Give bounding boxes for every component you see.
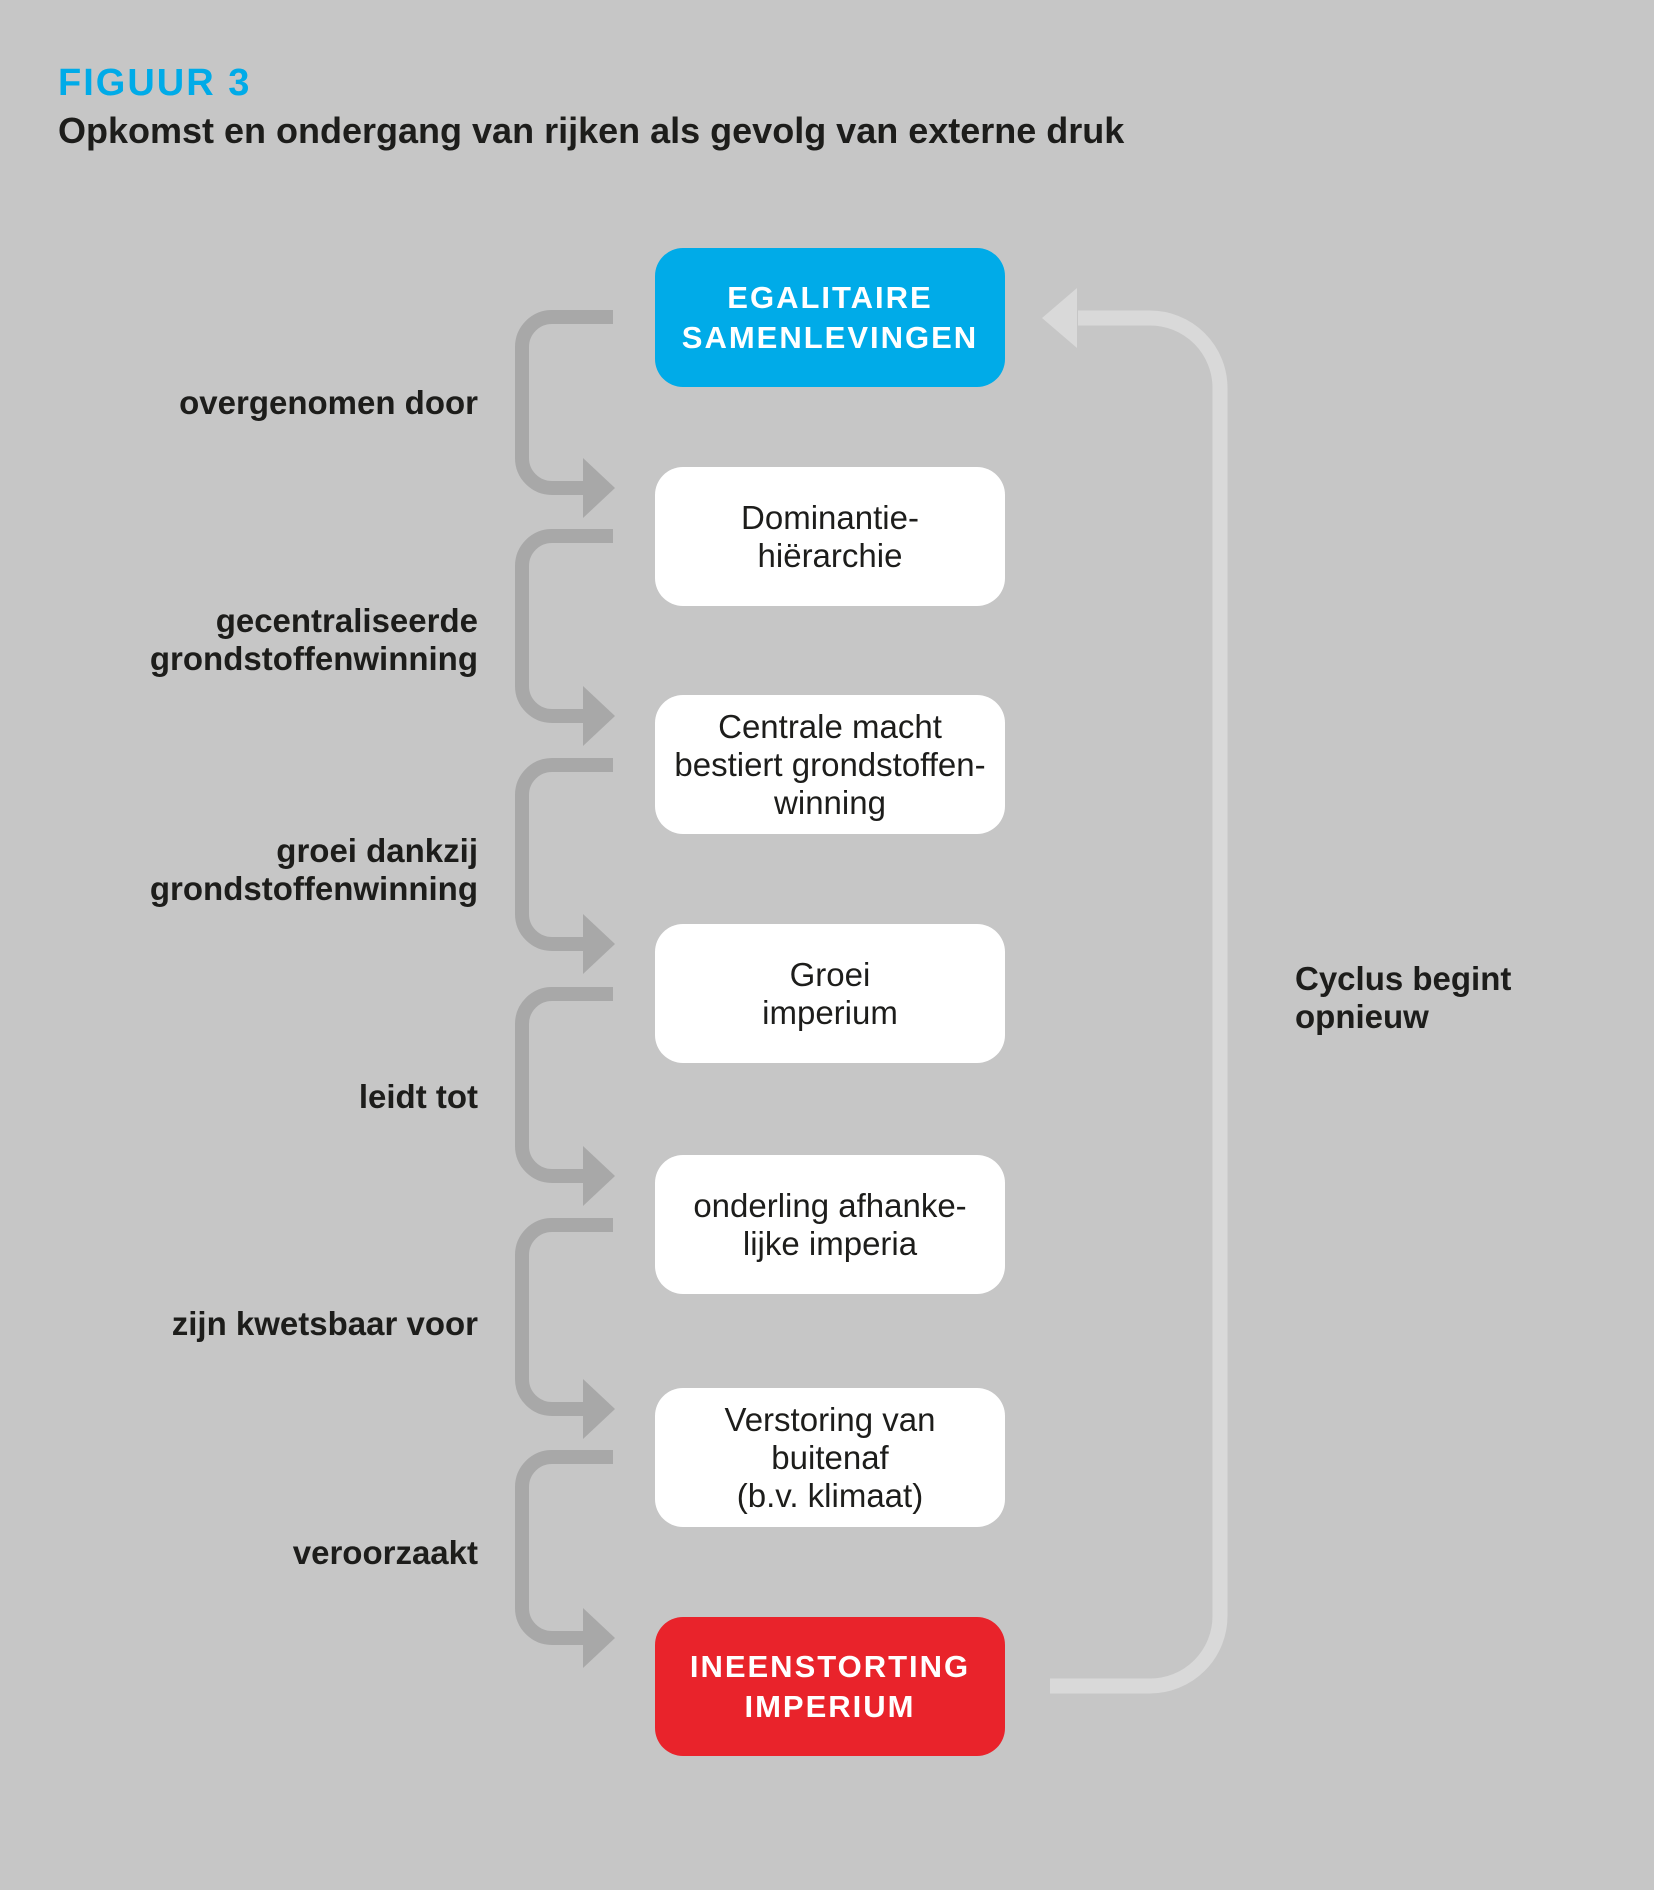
flow-arrow-groei-dankzij xyxy=(522,765,615,974)
arrowhead-icon xyxy=(583,914,615,974)
node-onderling-afhankelijke-imperia xyxy=(655,1155,1005,1294)
arrowhead-icon xyxy=(1042,288,1077,348)
flow-arrow-zijn-kwetsbaar xyxy=(522,1225,615,1439)
node-text-line: buitenaf xyxy=(771,1438,889,1476)
edge-label-line: leidt tot xyxy=(358,1078,478,1115)
node-text-line: Dominantie- xyxy=(741,498,919,536)
flow-arrow-gecentraliseerde xyxy=(522,536,615,746)
cycle-label-line: opnieuw xyxy=(1295,998,1429,1035)
node-text-line: hiërarchie xyxy=(757,536,903,574)
node-text-line: EGALITAIRE xyxy=(727,279,933,315)
node-text-line: Verstoring van xyxy=(724,1400,936,1438)
flow-arrow-veroorzaakt xyxy=(522,1457,615,1668)
flow-arrow-overgenomen-door xyxy=(522,317,615,518)
node-dominantie-hierarchie xyxy=(655,467,1005,606)
arrowhead-icon xyxy=(583,458,615,518)
node-text-line: SAMENLEVINGEN xyxy=(681,319,979,355)
node-text-line: (b.v. klimaat) xyxy=(736,1476,924,1514)
edge-label-line: veroorzaakt xyxy=(292,1534,478,1571)
node-text-line: Groei xyxy=(789,955,871,993)
cycle-label-line: Cyclus begint xyxy=(1295,960,1512,997)
node-text-line: Centrale macht xyxy=(718,707,942,745)
edge-label-veroorzaakt xyxy=(60,1534,478,1572)
node-verstoring-van-buitenaf xyxy=(655,1388,1005,1527)
edge-label-line: groei dankzij xyxy=(276,832,478,869)
edge-label-line: overgenomen door xyxy=(179,384,478,421)
node-text-line: lijke imperia xyxy=(742,1224,918,1262)
arrowhead-icon xyxy=(583,1146,615,1206)
edge-label-line: zijn kwetsbaar voor xyxy=(171,1305,478,1342)
node-egalitaire-samenlevingen xyxy=(655,248,1005,387)
node-text-line: imperium xyxy=(762,993,898,1031)
arrowhead-icon xyxy=(583,686,615,746)
cycle-label xyxy=(1295,960,1511,1036)
flow-arrow-leidt-tot xyxy=(522,994,615,1206)
edge-label-groei-dankzij-grondstoffenwinning xyxy=(60,832,478,908)
node-groei-imperium xyxy=(655,924,1005,1063)
edge-label-leidt-tot xyxy=(60,1078,478,1116)
edge-label-zijn-kwetsbaar-voor xyxy=(60,1305,478,1343)
cycle-arrow xyxy=(1042,288,1220,1686)
edge-label-line: grondstoffenwinning xyxy=(149,640,478,677)
node-text-line: IMPERIUM xyxy=(744,1688,916,1724)
edge-label-gecentraliseerde-grondstoffenwinning xyxy=(60,602,478,678)
node-ineenstorting-imperium xyxy=(655,1617,1005,1756)
edge-label-line: grondstoffenwinning xyxy=(149,870,478,907)
edge-label-overgenomen-door xyxy=(60,384,478,422)
arrowhead-icon xyxy=(583,1379,615,1439)
edge-label-line: gecentraliseerde xyxy=(215,602,478,639)
node-text-line: bestiert grondstoffen- xyxy=(674,745,986,783)
node-text-line: winning xyxy=(774,783,886,821)
figure-title: Opkomst en ondergang van rijken als gevolg van externe druk xyxy=(58,110,1125,151)
node-text-line: onderling afhanke- xyxy=(693,1186,967,1224)
figure-label: FIGUUR 3 xyxy=(58,62,252,104)
node-centrale-macht xyxy=(655,695,1005,834)
node-text-line: INEENSTORTING xyxy=(689,1648,971,1684)
arrowhead-icon xyxy=(583,1608,615,1668)
